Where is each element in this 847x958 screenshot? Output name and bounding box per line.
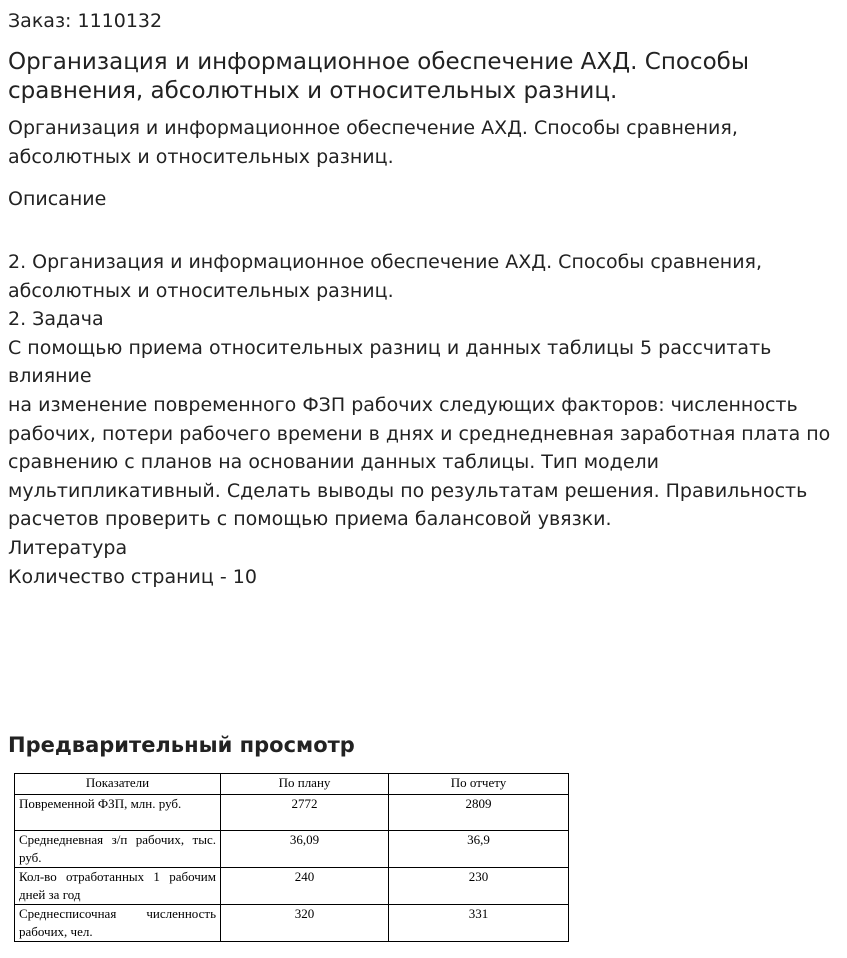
table-cell-plan: 320 (221, 905, 389, 942)
table-cell-plan: 36,09 (221, 831, 389, 868)
table-cell-label: Среднедневная з/п рабочих, тыс. руб. (15, 831, 221, 868)
description-line: на изменение повременного ФЗП рабочих следующих факторов: численность рабочих, потери рабочего времени в днях и среднедневная заработная плата по сравнению с планов на основании данных таблицы. Тип модели мультипликативный. Сделать выводы по результатам решения. Правильность расчетов проверить с помощью приема балансовой увязки. (8, 393, 831, 531)
description-line: 2. Задача (8, 308, 104, 331)
description-line: 2. Организация и информационное обеспечение АХД. Способы сравнения, абсолютных и относительных разниц. (8, 251, 763, 302)
table-row (15, 905, 569, 942)
description-body (8, 248, 838, 591)
table-cell-actual: 2809 (389, 795, 569, 831)
page-subtitle: Организация и информационное обеспечение АХД. Способы сравнения, абсолютных и относительных разниц. (8, 117, 738, 168)
table-row (15, 868, 569, 905)
column-header-actual: По отчету (389, 774, 569, 795)
table-row (15, 795, 569, 831)
description-line: С помощью приема относительных разниц и данных таблицы 5 рассчитать влияние (8, 336, 772, 388)
table-cell-label: Кол-во отработанных 1 рабочим дней за год (15, 868, 221, 905)
page-title: Организация и информационное обеспечение АХД. Способы сравнения, абсолютных и относительных разниц. (8, 49, 749, 104)
table-cell-actual: 36,9 (389, 831, 569, 868)
preview-heading: Предварительный просмотр (8, 733, 355, 757)
table-header-row (15, 774, 569, 795)
preview-table (14, 773, 569, 942)
table-cell-plan: 240 (221, 868, 389, 905)
table-cell-actual: 230 (389, 868, 569, 905)
table-row (15, 831, 569, 868)
table-cell-actual: 331 (389, 905, 569, 942)
column-header-indicator: Показатели (15, 774, 221, 795)
table-cell-plan: 2772 (221, 795, 389, 831)
column-header-plan: По плану (221, 774, 389, 795)
description-line: Количество страниц - 10 (8, 565, 257, 588)
description-line: Литература (8, 536, 128, 559)
table-cell-label: Повременной ФЗП, млн. руб. (15, 795, 221, 831)
table-cell-label: Среднесписочная численность рабочих, чел. (15, 905, 221, 942)
description-heading: Описание (8, 188, 107, 210)
order-number: Заказ: 1110132 (8, 10, 163, 32)
